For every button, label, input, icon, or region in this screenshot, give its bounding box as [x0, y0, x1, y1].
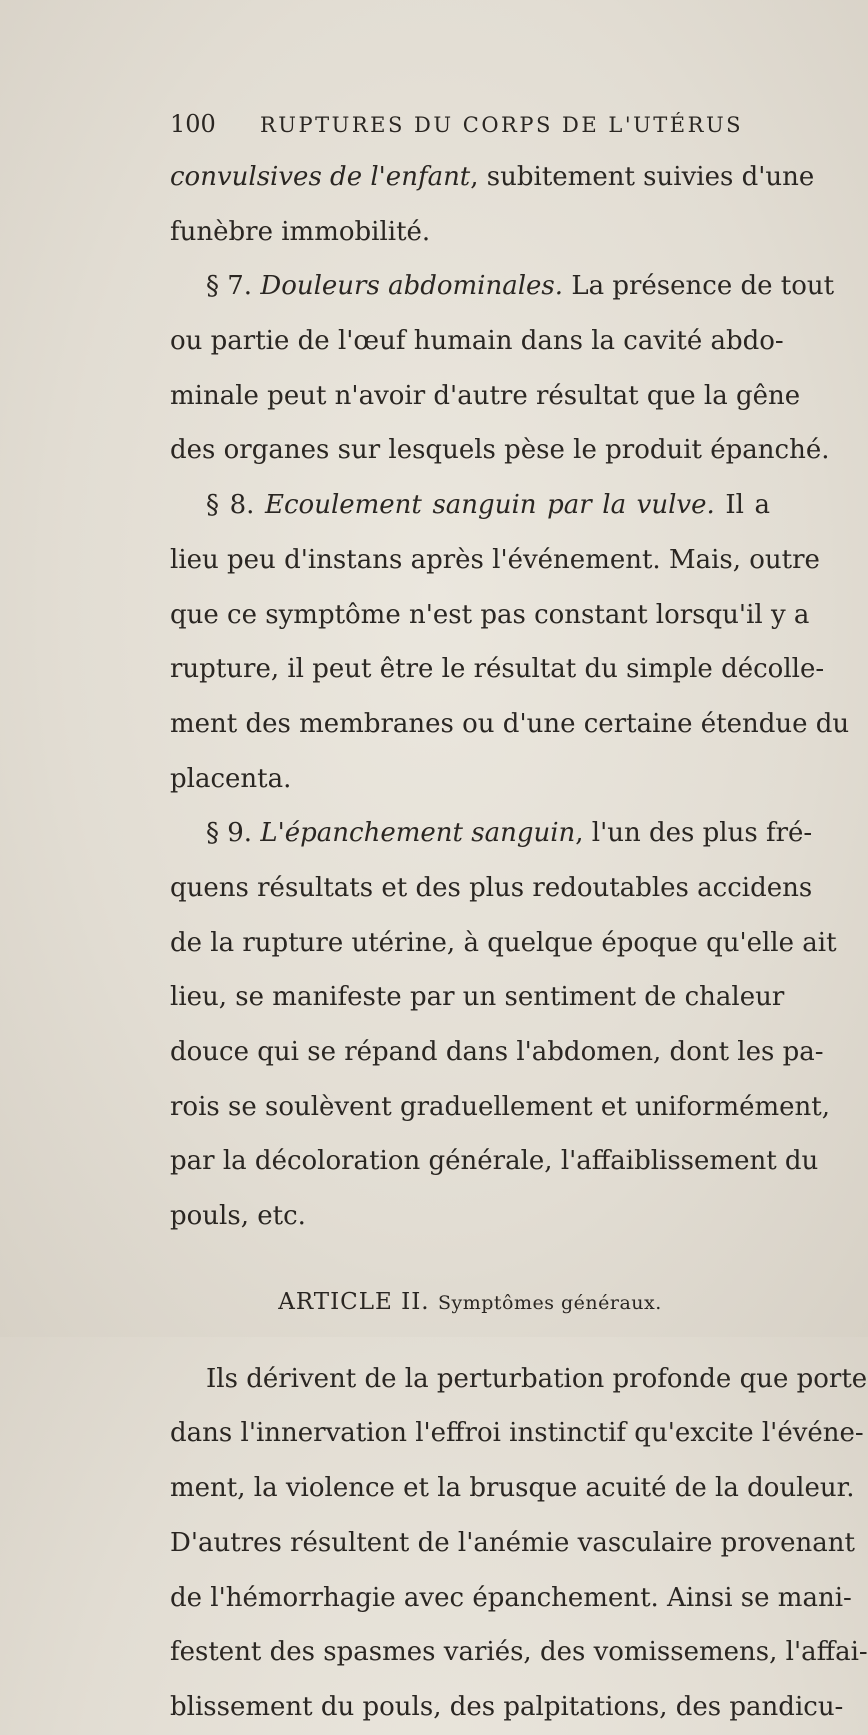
text-line: lieu, se manifeste par un sentiment de chaleur	[170, 982, 785, 1013]
article-heading	[170, 1282, 770, 1322]
text-line: D'autres résultent de l'anémie vasculaire provenant	[170, 1527, 855, 1558]
text-line: de la rupture utérine, à quelque époque qu'elle ait	[170, 927, 837, 958]
text-line: que ce symptôme n'est pas constant lorsqu'il y a	[170, 599, 810, 630]
book-page	[170, 110, 868, 1735]
running-head	[170, 110, 770, 150]
running-title: RUPTURES DU CORPS DE L'UTÉRUS	[260, 113, 744, 137]
text-line: festent des spasmes variés, des vomissemens, l'affai-	[170, 1637, 868, 1668]
text-line: § 7. Douleurs abdominales. La présence de tout	[206, 271, 835, 302]
page-number: 100	[170, 110, 216, 138]
section-title: L'épanchement sanguin	[260, 818, 576, 849]
text-line: lieu peu d'instans après l'événement. Mais, outre	[170, 544, 820, 575]
section-number: § 8.	[206, 490, 255, 521]
paragraph-continuation	[170, 150, 815, 259]
article-subtitle: Symptômes généraux.	[437, 1291, 662, 1314]
article-paragraph	[170, 1352, 868, 1735]
text-line: ment, la violence et la brusque acuité de la douleur.	[170, 1473, 855, 1504]
text-line: ou partie de l'œuf humain dans la cavité abdo-	[170, 326, 784, 357]
italic-phrase: convulsives de l'enfant	[170, 162, 471, 192]
text-line: de l'hémorrhagie avec épanchement. Ainsi se mani-	[170, 1582, 852, 1613]
section-number: § 7.	[206, 271, 253, 302]
text-line: des organes sur lesquels pèse le produit épanché.	[170, 435, 830, 466]
section-title: Douleurs abdominales.	[260, 271, 564, 302]
text-line: Ils dérivent de la perturbation profonde que porte	[206, 1363, 868, 1394]
text-line: convulsives de l'enfant, subitement suivies d'une	[170, 162, 815, 192]
text-line: pouls, etc.	[170, 1201, 306, 1232]
text-line: dans l'innervation l'effroi instinctif qu'excite l'événe-	[170, 1418, 864, 1449]
text-line: par la décoloration générale, l'affaiblissement du	[170, 1146, 819, 1177]
section-8-paragraph	[170, 478, 850, 806]
text-line: placenta.	[170, 763, 292, 794]
section-number: § 9.	[206, 818, 253, 849]
section-7-paragraph	[170, 259, 835, 478]
section-9-paragraph	[170, 806, 837, 1244]
article-label: ARTICLE II.	[278, 1288, 430, 1315]
text-line: § 9. L'épanchement sanguin, l'un des plus fré-	[206, 818, 813, 849]
text-line: rupture, il peut être le résultat du simple décolle-	[170, 654, 825, 685]
text-line: rois se soulèvent graduellement et uniformément,	[170, 1091, 830, 1122]
section-title: Ecoulement sanguin par la vulve.	[265, 490, 715, 521]
text-line: quens résultats et des plus redoutables accidens	[170, 872, 813, 903]
text-line: douce qui se répand dans l'abdomen, dont les pa-	[170, 1037, 824, 1067]
text-line: funèbre immobilité.	[170, 216, 431, 247]
text-line: blissement du pouls, des palpitations, des pandicu-	[170, 1691, 844, 1722]
text-line: § 8. Ecoulement sanguin par la vulve. Il a	[206, 490, 771, 521]
text-line: minale peut n'avoir d'autre résultat que la gêne	[170, 380, 801, 411]
text-line: ment des membranes ou d'une certaine étendue du	[170, 708, 850, 739]
